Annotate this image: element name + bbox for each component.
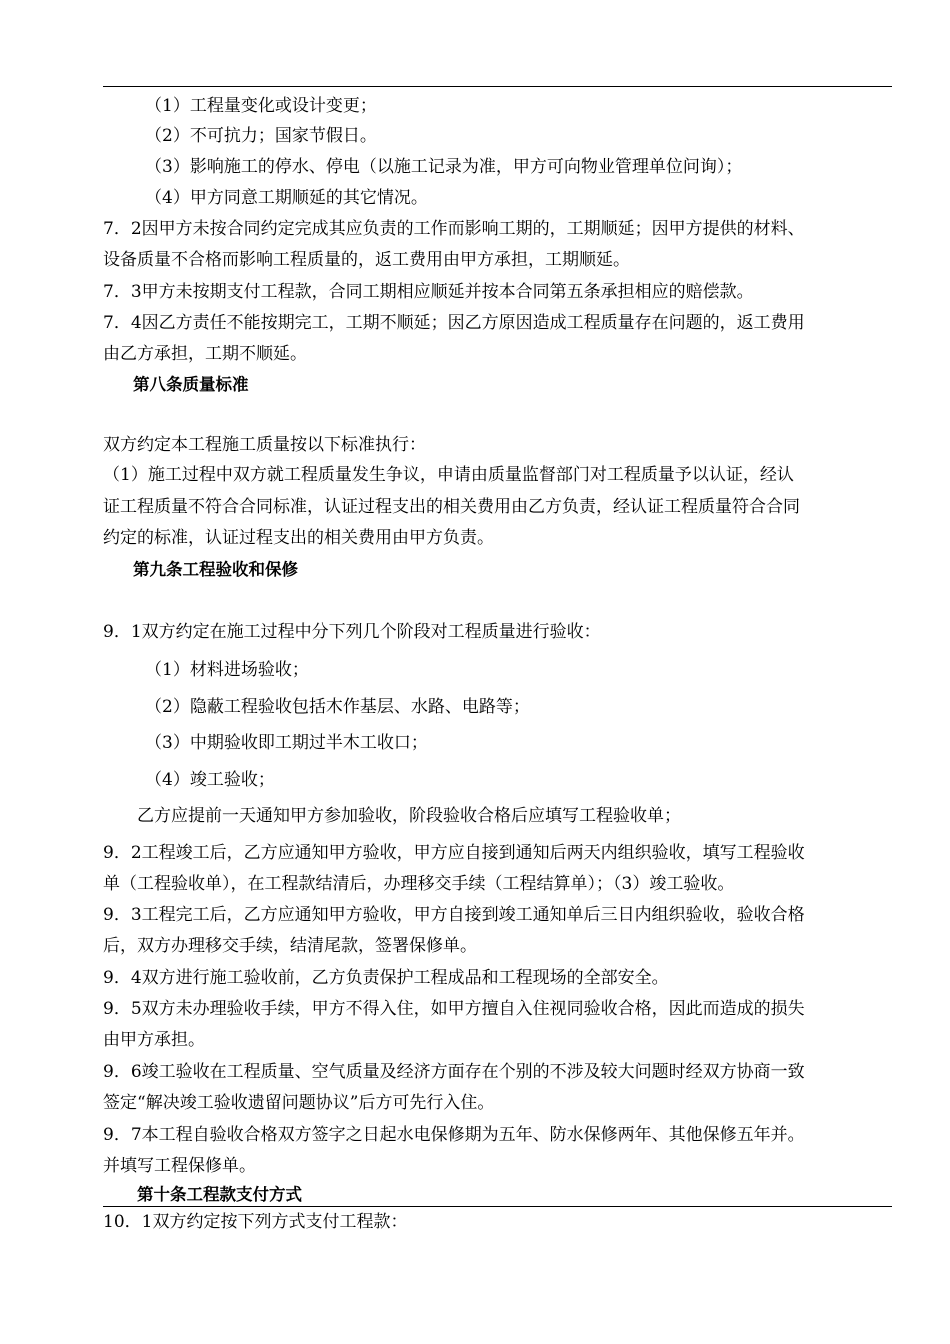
section-rule <box>103 1206 892 1207</box>
text-line: （3）中期验收即工期过半木工收口； <box>145 733 428 753</box>
text-line: 设备质量不合格而影响工程质量的，返工费用由甲方承担，工期顺延。 <box>103 250 630 270</box>
text-line: 9．3工程完工后，乙方应通知甲方验收，甲方自接到竣工通知单后三日内组织验收，验收合格 <box>103 905 805 925</box>
text-line: 9．2工程竣工后，乙方应通知甲方验收，甲方应自接到通知后两天内组织验收，填写工程验收 <box>103 843 805 863</box>
text-line: 签定“解决竣工验收遗留问题协议”后方可先行入住。 <box>103 1093 495 1113</box>
text-line: 7．2因甲方未按合同约定完成其应负责的工作而影响工期的，工期顺延；因甲方提供的材料、 <box>103 219 805 239</box>
text-line: （1）施工过程中双方就工程质量发生争议，申请由质量监督部门对工程质量予以认证，经认 <box>103 465 794 485</box>
text-line: 9．4双方进行施工验收前，乙方负责保护工程成品和工程现场的全部安全。 <box>103 968 669 988</box>
section-heading-8: 第八条质量标准 <box>133 375 249 394</box>
text-line: 由甲方承担。 <box>103 1030 205 1050</box>
text-line: 7．4因乙方责任不能按期完工，工期不顺延；因乙方原因造成工程质量存在问题的，返工费用 <box>103 313 805 333</box>
header-rule <box>103 86 892 87</box>
text-line: 由乙方承担，工期不顺延。 <box>103 344 307 364</box>
text-line: （2）不可抗力；国家节假日。 <box>145 126 377 146</box>
section-heading-10: 第十条工程款支付方式 <box>137 1185 302 1204</box>
text-line: 并填写工程保修单。 <box>103 1156 256 1176</box>
text-line: 后，双方办理移交手续，结清尾款，签署保修单。 <box>103 936 477 956</box>
text-line: （4）甲方同意工期顺延的其它情况。 <box>145 188 428 208</box>
text-line: （3）影响施工的停水、停电（以施工记录为准，甲方可向物业管理单位问询）； <box>145 157 743 177</box>
text-line: 9．1双方约定在施工过程中分下列几个阶段对工程质量进行验收： <box>103 622 601 642</box>
text-line: （2）隐蔽工程验收包括木作基层、水路、电路等； <box>145 697 530 717</box>
text-line: （1）材料进场验收； <box>145 660 309 680</box>
text-line: 10．1双方约定按下列方式支付工程款： <box>103 1212 408 1232</box>
text-line: 9．6竣工验收在工程质量、空气质量及经济方面存在个别的不涉及较大问题时经双方协商一致 <box>103 1062 805 1082</box>
text-line: 乙方应提前一天通知甲方参加验收，阶段验收合格后应填写工程验收单； <box>137 806 681 826</box>
text-line: （4）竣工验收； <box>145 770 275 790</box>
text-line: 9．7本工程自验收合格双方签字之日起水电保修期为五年、防水保修两年、其他保修五年并。 <box>103 1125 805 1145</box>
text-line: 单（工程验收单），在工程款结清后，办理移交手续（工程结算单）；（3）竣工验收。 <box>103 874 735 894</box>
section-heading-9: 第九条工程验收和保修 <box>133 560 298 579</box>
text-line: 9．5双方未办理验收手续，甲方不得入住，如甲方擅自入住视同验收合格，因此而造成的损失 <box>103 999 805 1019</box>
text-line: 7．3甲方未按期支付工程款，合同工期相应顺延并按本合同第五条承担相应的赔偿款。 <box>103 282 754 302</box>
text-line: 约定的标准，认证过程支出的相关费用由甲方负责。 <box>103 528 494 548</box>
text-line: 双方约定本工程施工质量按以下标准执行： <box>103 435 426 455</box>
text-line: 证工程质量不符合合同标准，认证过程支出的相关费用由乙方负责，经认证工程质量符合合同 <box>103 497 800 517</box>
text-line: （1）工程量变化或设计变更； <box>145 96 377 116</box>
